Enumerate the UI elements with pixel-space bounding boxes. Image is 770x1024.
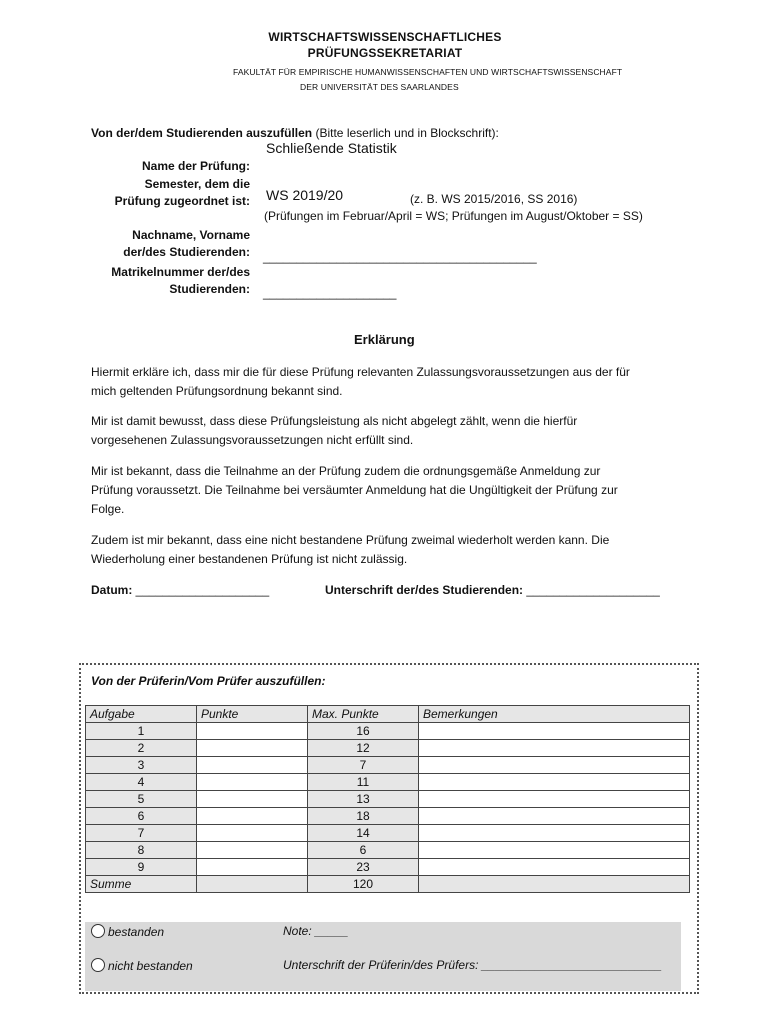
examiner-signature-field[interactable]: Unterschrift der Prüferin/des Prüfers: ___________________________: [283, 958, 662, 972]
sum-remarks-cell[interactable]: [419, 876, 690, 893]
passed-label: bestanden: [108, 925, 165, 939]
table-row: [86, 740, 690, 757]
sum-points-cell[interactable]: [197, 876, 308, 893]
remarks-cell[interactable]: [419, 723, 690, 740]
remarks-cell[interactable]: [419, 859, 690, 876]
matrikel-field[interactable]: ____________________: [263, 286, 397, 300]
points-cell[interactable]: [197, 791, 308, 808]
student-intro-normal: (Bitte leserlich und in Blockschrift):: [312, 126, 499, 140]
grades-table-header: [86, 706, 690, 723]
max-points-cell: 18: [308, 808, 419, 825]
failed-label: nicht bestanden: [108, 959, 193, 973]
max-points-cell: 12: [308, 740, 419, 757]
student-signature-field[interactable]: ____________________: [526, 583, 660, 597]
semester-value[interactable]: WS 2019/20: [266, 187, 344, 203]
table-row: [86, 808, 690, 825]
max-points-cell: 16: [308, 723, 419, 740]
sum-label: Summe: [86, 876, 197, 893]
remarks-cell[interactable]: [419, 791, 690, 808]
task-number: 9: [86, 859, 197, 876]
task-number: 1: [86, 723, 197, 740]
table-row: [86, 757, 690, 774]
student-name-field[interactable]: _________________________________________: [263, 250, 537, 264]
student-signature-row: [325, 581, 660, 600]
header-university: DER UNIVERSITÄT DES SAARLANDES: [300, 82, 459, 92]
header-title-line1: WIRTSCHAFTSWISSENSCHAFTLICHES: [268, 30, 502, 44]
remarks-cell[interactable]: [419, 740, 690, 757]
task-number: 3: [86, 757, 197, 774]
exam-name-value[interactable]: Schließende Statistik: [266, 140, 397, 156]
header-faculty: FAKULTÄT FÜR EMPIRISCHE HUMANWISSENSCHAFTEN UND WIRTSCHAFTSWISSENSCHAFT: [233, 67, 623, 77]
column-header-remarks: Bemerkungen: [419, 706, 690, 723]
grade-field[interactable]: Note: _____: [283, 924, 349, 938]
grades-table: [85, 705, 690, 893]
remarks-cell[interactable]: [419, 808, 690, 825]
remarks-cell[interactable]: [419, 757, 690, 774]
sum-row: [86, 876, 690, 893]
declaration-paragraph-2: Mir ist damit bewusst, dass diese Prüfungsleistung als nicht abgelegt zählt, wenn die hierfür vorgesehenen Zulassungsvoraussetzungen nicht erfüllt sind.: [91, 414, 578, 447]
table-row: [86, 723, 690, 740]
task-number: 2: [86, 740, 197, 757]
points-cell[interactable]: [197, 757, 308, 774]
table-row: [86, 791, 690, 808]
student-signature-label: Unterschrift der/des Studierenden:: [325, 583, 527, 597]
student-intro-bold: Von der/dem Studierenden auszufüllen: [91, 126, 313, 140]
task-number: 7: [86, 825, 197, 842]
radio-passed[interactable]: [91, 924, 105, 938]
passed-option[interactable]: [91, 924, 164, 939]
header-title-line2: PRÜFUNGSSEKRETARIAT: [307, 46, 463, 60]
student-name-label: Nachname, Vorname der/des Studierenden:: [123, 228, 250, 259]
max-points-cell: 14: [308, 825, 419, 842]
table-row: [86, 825, 690, 842]
points-cell[interactable]: [197, 859, 308, 876]
declaration-paragraph-4: Zudem ist mir bekannt, dass eine nicht bestandene Prüfung zweimal wiederholt werden kann. Die Wiederholung einer bestandenen Prüfung ist nicht zulässig.: [91, 533, 610, 566]
radio-failed[interactable]: [91, 958, 105, 972]
column-header-max-points: Max. Punkte: [308, 706, 419, 723]
points-cell[interactable]: [197, 825, 308, 842]
points-cell[interactable]: [197, 808, 308, 825]
column-header-task: Aufgabe: [86, 706, 197, 723]
task-number: 4: [86, 774, 197, 791]
matrikel-label: Matrikelnummer der/des Studierenden:: [111, 265, 250, 296]
points-cell[interactable]: [197, 723, 308, 740]
column-header-points: Punkte: [197, 706, 308, 723]
max-points-cell: 6: [308, 842, 419, 859]
semester-label: Semester, dem die Prüfung zugeordnet ist:: [114, 177, 250, 208]
max-points-cell: 23: [308, 859, 419, 876]
examiner-section-title: Von der Prüferin/Vom Prüfer auszufüllen:: [91, 674, 326, 688]
max-points-cell: 13: [308, 791, 419, 808]
task-number: 6: [86, 808, 197, 825]
failed-option[interactable]: [91, 958, 193, 973]
remarks-cell[interactable]: [419, 825, 690, 842]
task-number: 5: [86, 791, 197, 808]
remarks-cell[interactable]: [419, 774, 690, 791]
exam-name-label: Name der Prüfung:: [141, 159, 250, 173]
sum-max-points: 120: [308, 876, 419, 893]
declaration-title: Erklärung: [354, 332, 415, 347]
grades-table-wrapper: [85, 705, 690, 893]
table-row: [86, 859, 690, 876]
max-points-cell: 11: [308, 774, 419, 791]
points-cell[interactable]: [197, 740, 308, 757]
date-row: [91, 581, 269, 600]
table-row: [86, 774, 690, 791]
semester-note: (Prüfungen im Februar/April = WS; Prüfungen im August/Oktober = SS): [264, 209, 643, 223]
remarks-cell[interactable]: [419, 842, 690, 859]
table-row: [86, 842, 690, 859]
result-panel: [85, 922, 681, 991]
points-cell[interactable]: [197, 842, 308, 859]
declaration-paragraph-1: Hiermit erkläre ich, dass mir die für diese Prüfung relevanten Zulassungsvoraussetzungen aus der für mich geltenden Prüfungsordnung bekannt sind.: [91, 365, 630, 398]
date-field[interactable]: ____________________: [135, 583, 270, 597]
max-points-cell: 7: [308, 757, 419, 774]
date-label: Datum:: [91, 583, 136, 597]
task-number: 8: [86, 842, 197, 859]
declaration-paragraph-3: Mir ist bekannt, dass die Teilnahme an der Prüfung zudem die ordnungsgemäße Anmeldung zur Prüfung voraussetzt. Die Teilnahme bei versäumter Anmeldung hat die Ungültigkeit der Prüfung zur Folge.: [91, 464, 618, 516]
points-cell[interactable]: [197, 774, 308, 791]
semester-example: (z. B. WS 2015/2016, SS 2016): [410, 192, 578, 206]
